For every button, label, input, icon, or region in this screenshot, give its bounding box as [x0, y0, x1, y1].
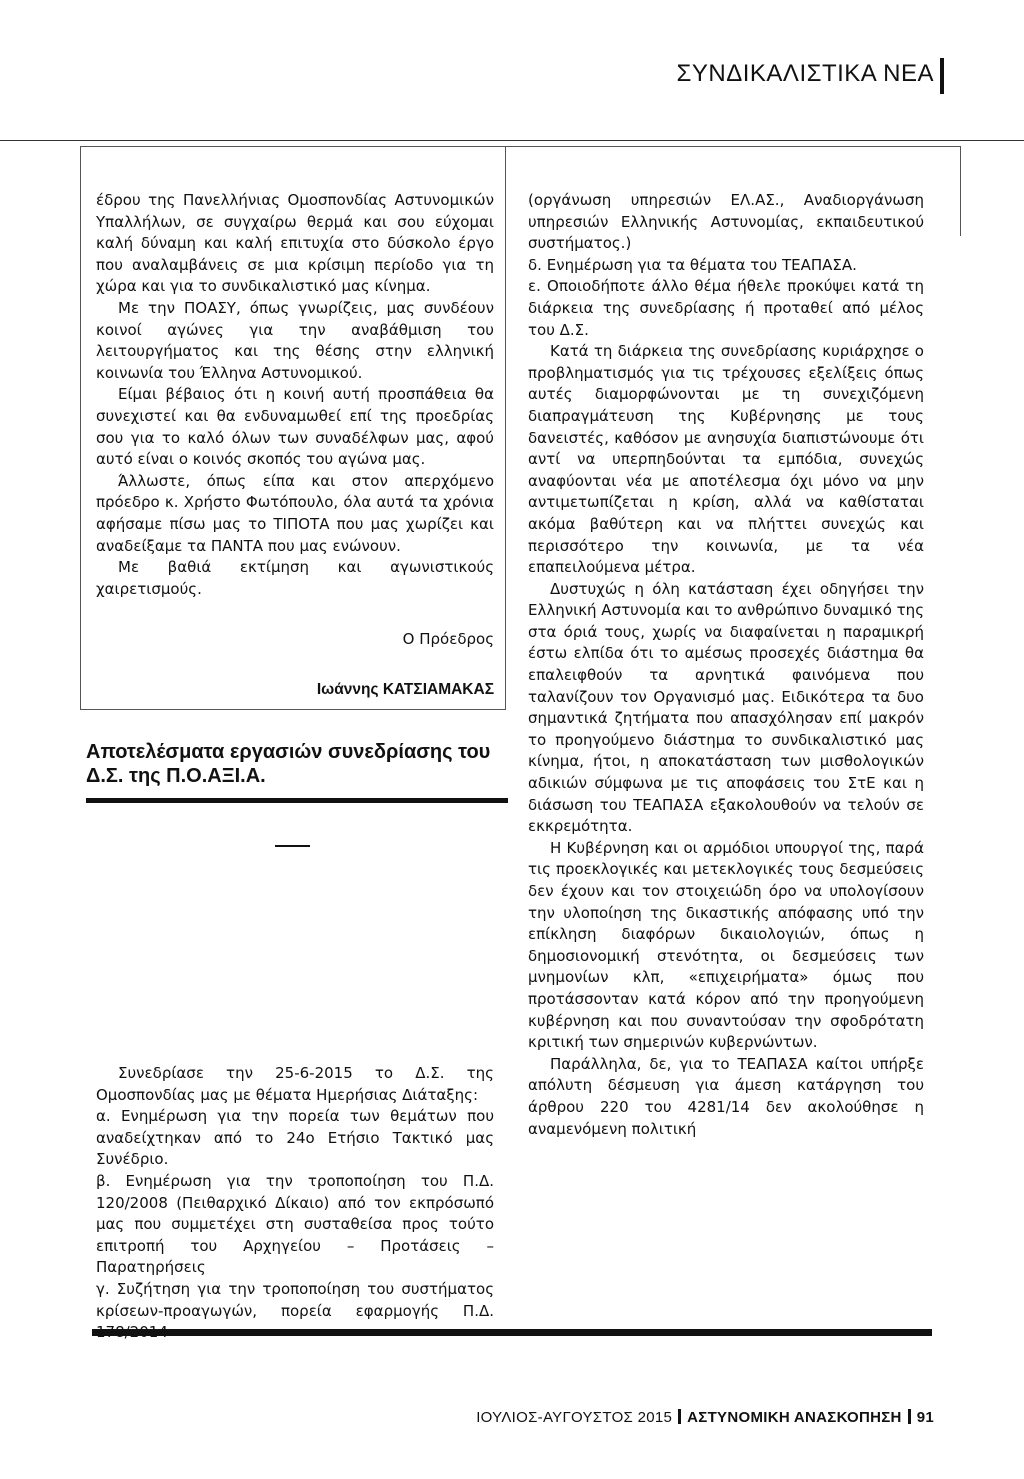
letter-frame-middle: [505, 146, 506, 710]
agenda-item: δ. Ενημέρωση για τα θέματα του ΤΕΑΠΑΣΑ.: [528, 255, 857, 274]
page-footer: [476, 1409, 934, 1426]
meeting-body: [96, 1063, 494, 1344]
letter-paragraph: Με βαθιά εκτίμηση και αγωνιστικούς χαιρετισμούς.: [96, 558, 494, 598]
heading-rule: [86, 798, 508, 803]
section-title: ΣΥΝΔΙΚΑΛΙΣΤΙΚΑ ΝΕΑ: [676, 60, 934, 87]
letter-paragraph: Άλλωστε, όπως είπα και στον απερχόμενο πρόεδρο κ. Χρήστο Φωτόπουλο, όλα αυτά τα χρόνια αφήσαμε πίσω μας το ΤΙΠΟΤΑ που μας χωρίζει και αναδείξαμε τα ΠΑΝΤΑ που μας ενώνουν.: [96, 471, 494, 555]
letter-paragraph: Είμαι βέβαιος ότι η κοινή αυτή προσπάθεια θα συνεχιστεί και θα ενδυναμωθεί επί της προεδρίας σου για το καλό όλων των συναδέλφων μας, αφού αυτό είναι ο κοινός σκοπός του αγώνα μας.: [96, 385, 494, 469]
short-rule: [275, 845, 310, 847]
letter-paragraph: έδρου της Πανελλήνιας Ομοσπονδίας Αστυνομικών Υπαλλήλων, σε συγχαίρω θερμά και σου εύχομαι καλή δύναμη και καλή επιτυχία στο δύσκολο έργο που αναλαμβάνεις σε μια κρίσιμη περίοδο για τη χώρα και για το συνδικαλιστικό μας κίνημα.: [96, 191, 494, 296]
right-column: [528, 190, 924, 1140]
signature-name: Ιωάννης ΚΑΤΣΙΑΜΑΚΑΣ: [316, 681, 494, 698]
right-paragraph: Κατά τη διάρκεια της συνεδρίασης κυριάρχησε ο προβληματισμός για τις τρέχουσες εξελίξεις όπως αυτές διαμορφώνονται με τη συνεχιζόμενη διαπραγμάτευση της Κυβέρνησης με τους δανειστές, καθόσον με ανησυχία διαπιστώνουμε ότι αντί να υπερπηδούνται τα εμπόδια, συνεχώς αναφύονται νέα με αποτέλεσμα όχι μόνο να μην αντιμετωπίζεται η κρίση, αλλά να καθίσταται ακόμα βαθύτερη και να πλήττει συνεχώς και περισσότερο την κοινωνία, με τα νέα επαπειλούμενα μέτρα.: [528, 342, 924, 577]
footer-separator: [678, 1409, 681, 1424]
page-number: 91: [916, 1409, 934, 1426]
header-divider: [0, 140, 1024, 141]
footer-issue: ΙΟΥΛΙΟΣ-ΑΥΓΟΥΣΤΟΣ 2015: [476, 1409, 673, 1426]
signature-role: Ο Πρόεδρος: [402, 630, 494, 648]
letter-frame-left: [80, 146, 81, 710]
agenda-item: ε. Οποιοδήποτε άλλο θέμα ήθελε προκύψει κατά τη διάρκεια της συνεδρίασης ή προταθεί από μέλος του Δ.Σ.: [528, 277, 924, 339]
letter-body: [96, 190, 494, 600]
meeting-paragraph: Συνεδρίασε την 25-6-2015 το Δ.Σ. της Ομοσπονδίας μας με θέματα Ημερήσιας Διάταξης:: [96, 1064, 494, 1104]
section-heading: Αποτελέσματα εργασιών συνεδρίασης του Δ.Σ. της Π.Ο.ΑΞΙ.Α.: [86, 741, 491, 787]
right-paragraph: Η Κυβέρνηση και οι αρμόδιοι υπουργοί της, παρά τις προεκλογικές και μετεκλογικές τους δεσμεύσεις δεν έχουν και τον στοιχειώδη όρο να υπολογίσουν την υλοποίηση της δικαστικής απόφασης υπό την επίκληση διαφόρων δικαιολογιών, όπως η δημοσιονομική στενότητα, οι δεσμεύσεις των μνημονίων κλπ, «επιχειρήματα» όμως που προτάσσονταν κατά κόρον από την προηγούμενη κυβέρνηση και που συναντούσαν την σφοδρότατη κριτική των σημερινών κυβερνώντων.: [528, 838, 924, 1052]
bottom-rule: [92, 1329, 932, 1336]
agenda-item: β. Ενημέρωση για την τροποποίηση του Π.Δ. 120/2008 (Πειθαρχικό Δίκαιο) από τον εκπρόσωπό μας που συμμετέχει στη συσταθείσα προς τούτο επιτροπή του Αρχηγείου – Προτάσεις – Παρατηρήσεις: [96, 1171, 494, 1277]
footer-separator: [908, 1409, 911, 1424]
footer-magazine: ΑΣΤΥΝΟΜΙΚΗ ΑΝΑΣΚΟΠΗΣΗ: [687, 1409, 902, 1426]
header-bar: [940, 58, 944, 94]
right-paragraph: Δυστυχώς η όλη κατάσταση έχει οδηγήσει την Ελληνική Αστυνομία και το ανθρώπινο δυναμικό της στα όριά τους, χωρίς να διαφαίνεται η παραμικρή έστω ελπίδα ότι το αμέσως προσεχές διάστημα θα επαλειφθούν τα αρνητικά φαινόμενα που ταλανίζουν τον Οργανισμό μας. Ειδικότερα τα δυο σημαντικά ζητήματα που απασχόλησαν επί μακρόν το προηγούμενο διάστημα το συνδικαλιστικό μας κίνημα, ήτοι, η αποκατάσταση των μισθολογικών αδικιών σύμφωνα με τις αποφάσεις του ΣτΕ και η διάσωση του ΤΕΑΠΑΣΑ εξακολουθούν να τελούν σε εκκρεμότητα.: [528, 579, 924, 836]
letter-frame-right: [960, 146, 961, 236]
agenda-item: γ. Συζήτηση για την τροποποίηση του συστήματος κρίσεων-προαγωγών, πορεία εφαρμογής Π.Δ.: [96, 1279, 494, 1320]
letter-paragraph: Με την ΠΟΑΣΥ, όπως γνωρίζεις, μας συνδέουν κοινοί αγώνες για την αναβάθμιση του λειτουργήματος και της θέσης στην ελληνική κοινωνία του Έλληνα Αστυνομικού.: [96, 298, 494, 382]
letter-frame-top: [80, 146, 960, 147]
right-paragraph: (οργάνωση υπηρεσιών ΕΛ.ΑΣ., Αναδιοργάνωση υπηρεσιών Ελληνικής Αστυνομίας, εκπαιδευτικού συστήματος.): [528, 191, 924, 253]
letter-frame-bottom: [80, 709, 506, 710]
right-paragraph: Παράλληλα, δε, για το ΤΕΑΠΑΣΑ καίτοι υπήρξε απόλυτη δέσμευση για άμεση κατάργηση του άρθρου 220 του 4281/14 δεν ακολούθησε η αναμενόμενη πολιτική: [528, 1054, 924, 1138]
agenda-item: α. Ενημέρωση για την πορεία των θεμάτων που αναδείχτηκαν από το 24ο Ετήσιο Τακτικό μας Συνέδριο.: [96, 1107, 494, 1169]
